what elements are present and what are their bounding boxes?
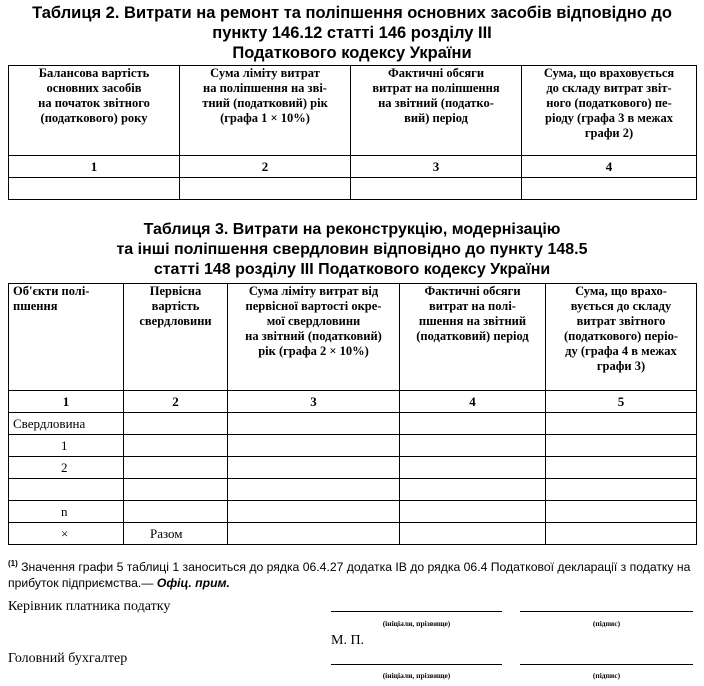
row-label: × — [9, 523, 124, 545]
column-number: 4 — [522, 156, 697, 178]
table-cell[interactable] — [400, 523, 546, 545]
column-number: 2 — [124, 391, 228, 413]
table-cell[interactable] — [228, 479, 400, 501]
table3-header-col4: Фактичні обсяги витрат на полі- пшення на звітний (податковий) період — [400, 284, 546, 391]
column-number: 5 — [546, 391, 697, 413]
column-number: 4 — [400, 391, 546, 413]
table3-number-row — [9, 391, 697, 413]
signature-caption: (підпис) — [592, 619, 621, 628]
table2-cell-2[interactable] — [180, 178, 351, 200]
table-cell[interactable] — [228, 457, 400, 479]
table-cell[interactable] — [228, 413, 400, 435]
accountant-signature-line[interactable] — [520, 664, 693, 665]
table3-total-row — [9, 523, 697, 545]
table3 — [8, 283, 697, 545]
table2-header-row — [9, 66, 697, 156]
row-label: n — [9, 501, 124, 523]
table2-data-row — [9, 178, 697, 200]
footnote — [8, 556, 698, 591]
accountant-signature-label: Головний бухгалтер — [8, 651, 128, 666]
footnote-emphasis: Офіц. прим. — [156, 576, 230, 591]
column-number: 3 — [351, 156, 522, 178]
table-cell[interactable] — [400, 435, 546, 457]
table-row — [9, 501, 697, 523]
table-cell[interactable] — [124, 501, 228, 523]
table-cell[interactable] — [400, 413, 546, 435]
table-row — [9, 435, 697, 457]
table3-header-row — [9, 284, 697, 391]
head-signature-label: Керівник платника податку — [8, 599, 171, 614]
table3-header-col3: Сума ліміту витрат від первісної вартості окре- мої свердловини на звітний (податковий) рік (графа 2 × 10%) — [228, 284, 400, 391]
initials-caption: (ініціали, прізвище) — [382, 619, 451, 628]
table-cell[interactable] — [546, 523, 697, 545]
table-cell[interactable] — [546, 413, 697, 435]
table-cell[interactable] — [400, 501, 546, 523]
stamp-place: М. П. — [331, 633, 365, 648]
row-label: 2 — [9, 457, 124, 479]
table3-header-col2: Первісна вартість свердловини — [124, 284, 228, 391]
row-label: 1 — [9, 435, 124, 457]
head-signature-line[interactable] — [520, 611, 693, 612]
table2-cell-4[interactable] — [522, 178, 697, 200]
table-cell[interactable] — [400, 479, 546, 501]
accountant-initials-line[interactable] — [331, 664, 502, 665]
table2-header-col3: Фактичні обсяги витрат на поліпшення на звітний (податко- вий) період — [351, 66, 522, 156]
table-cell[interactable] — [546, 501, 697, 523]
table3-title: Таблиця 3. Витрати на реконструкцію, модернізацію та інші поліпшення свердловин відповідно до пункту 148.5 статті 148 розділу III Податкового кодексу України — [116, 221, 588, 278]
table-cell[interactable] — [228, 501, 400, 523]
table-cell[interactable] — [546, 457, 697, 479]
table2 — [8, 65, 697, 200]
column-number: 1 — [9, 156, 180, 178]
total-label: Разом — [124, 523, 228, 545]
row-label — [9, 479, 124, 501]
initials-caption: (ініціали, прізвище) — [382, 671, 451, 680]
table-cell[interactable] — [546, 479, 697, 501]
table2-cell-3[interactable] — [351, 178, 522, 200]
table2-number-row — [9, 156, 697, 178]
table2-header-col4: Сума, що враховується до складу витрат звіт- ного (податкового) пе- ріоду (графа 3 в межах графи 2) — [522, 66, 697, 156]
table2-header-col2: Сума ліміту витрат на поліпшення на зві- тний (податковий) рік (графа 1 × 10%) — [180, 66, 351, 156]
table2-title: Таблиця 2. Витрати на ремонт та поліпшення основних засобів відповідно до пункту 146.12 статті 146 розділу III Податкового кодексу України — [32, 4, 672, 62]
table-cell[interactable] — [546, 435, 697, 457]
head-initials-line[interactable] — [331, 611, 502, 612]
table-cell[interactable] — [124, 479, 228, 501]
footnote-mark: (1) — [8, 559, 18, 568]
table2-cell-1[interactable] — [9, 178, 180, 200]
table-cell[interactable] — [228, 435, 400, 457]
signature-caption: (підпис) — [592, 671, 621, 680]
table-cell[interactable] — [400, 457, 546, 479]
column-number: 2 — [180, 156, 351, 178]
table-cell[interactable] — [124, 457, 228, 479]
table2-header-col1: Балансова вартість основних засобів на початок звітного (податкового) року — [9, 66, 180, 156]
table-cell[interactable] — [124, 435, 228, 457]
table-row — [9, 457, 697, 479]
column-number: 3 — [228, 391, 400, 413]
table-row — [9, 413, 697, 435]
row-label: Свердловина — [9, 413, 124, 435]
table3-header-col1: Об'єкти полі- пшення — [9, 284, 124, 391]
table-row — [9, 479, 697, 501]
table3-header-col5: Сума, що врахо- вується до складу витрат звітного (податкового) періо- ду (графа 4 в межах графи 3) — [546, 284, 697, 391]
footnote-text: Значення графи 5 таблиці 1 заноситься до рядка 06.4.27 додатка ІВ до рядка 06.4 Податкової декларації з податку на прибуток підприємства.— — [8, 560, 691, 591]
column-number: 1 — [9, 391, 124, 413]
table-cell[interactable] — [228, 523, 400, 545]
table-cell[interactable] — [124, 413, 228, 435]
